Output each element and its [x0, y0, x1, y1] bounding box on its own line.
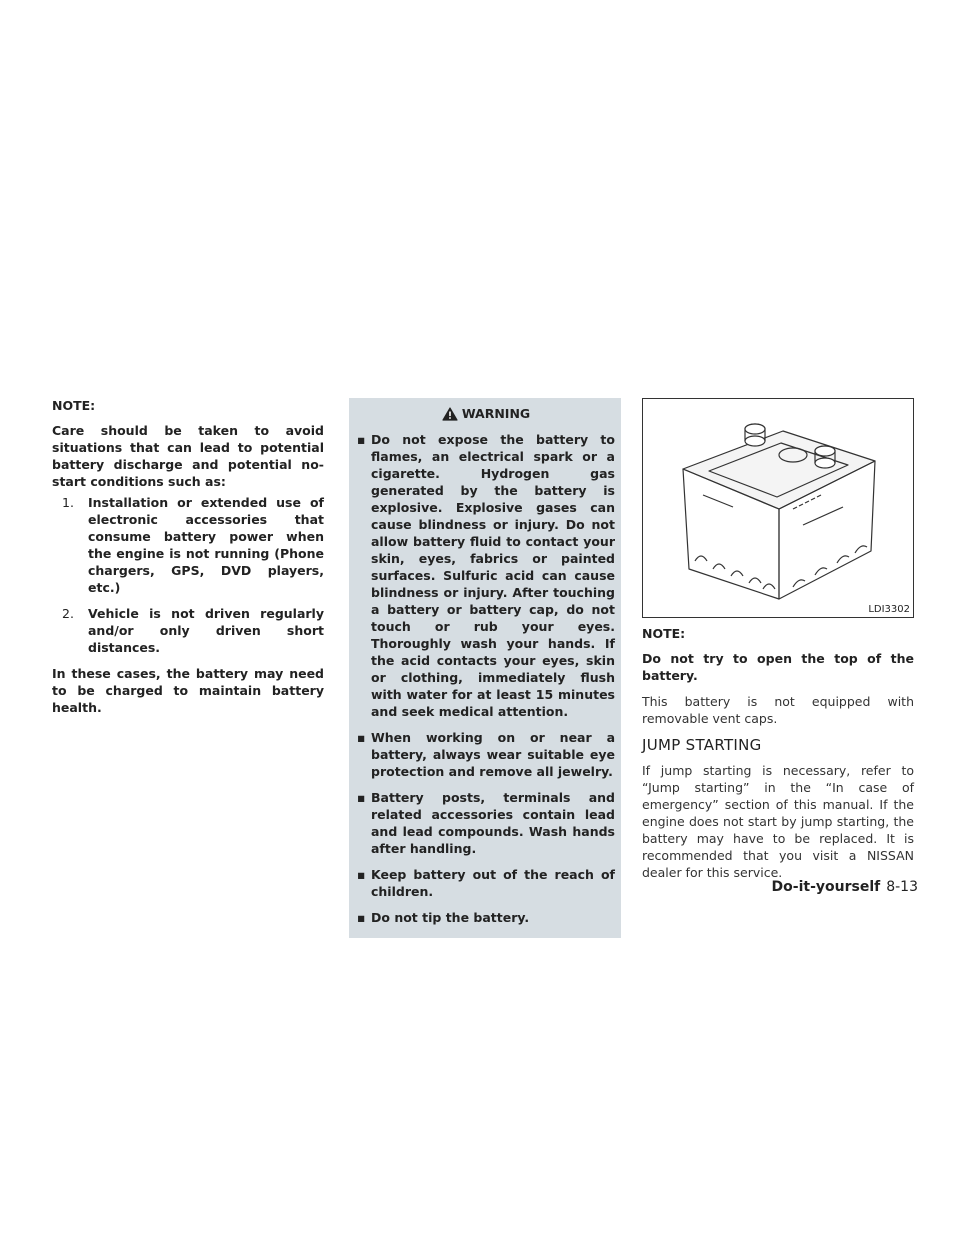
warning-list [357, 431, 615, 926]
section-heading: JUMP STARTING [642, 736, 762, 754]
warning-item-text: When working on or near a battery, always wear suitable eye protection and remove all jewelry. [371, 730, 615, 779]
note-conclusion: In these cases, the battery may need to be charged to maintain battery health. [52, 666, 324, 715]
figure-code: LDI3302 [868, 604, 910, 615]
warning-item-text: Do not tip the battery. [371, 910, 530, 925]
list-item-text: Vehicle is not driven regularly and/or only driven short distances. [88, 606, 324, 655]
warning-item-text: Battery posts, terminals and related accessories contain lead and lead compounds. Wash hands after handling. [371, 790, 615, 856]
warning-item-text: Keep battery out of the reach of children. [371, 867, 615, 899]
bullet-icon: ▪ [357, 867, 366, 882]
warning-item [357, 431, 615, 720]
list-item-number: 1. [62, 495, 74, 510]
note-bold-text: Do not try to open the top of the battery. [642, 651, 914, 683]
battery-illustration [642, 398, 914, 618]
section-body: If jump starting is necessary, refer to “Jump starting” in the “In case of emergency” section of this manual. If the engine does not start by jump starting, the battery may have to be replaced. It is recommended that you visit a NISSAN dealer for this service. [642, 763, 914, 880]
list-item [52, 494, 324, 596]
page-footer [772, 879, 918, 895]
note-text: This battery is not equipped with removable vent caps. [642, 694, 914, 726]
bullet-icon: ▪ [357, 432, 366, 447]
warning-item [357, 866, 615, 900]
page-number: 8-13 [886, 879, 918, 895]
right-column [642, 398, 914, 890]
warning-triangle-icon [442, 407, 458, 421]
note-intro: Care should be taken to avoid situations that can lead to potential battery discharge and potential no-start conditions such as: [52, 423, 324, 489]
warning-item [357, 789, 615, 857]
bullet-icon: ▪ [357, 790, 366, 805]
list-item-number: 2. [62, 606, 74, 621]
warning-title: WARNING [461, 406, 531, 421]
note-label: NOTE: [642, 626, 686, 641]
battery-drawing [643, 399, 913, 617]
warning-header [357, 406, 615, 421]
warning-box [349, 398, 621, 938]
list-item-text: Installation or extended use of electronic accessories that consume battery power when the engine is not running (Phone chargers, GPS, DVD players, etc.) [88, 495, 324, 595]
warning-item [357, 729, 615, 780]
condition-list [52, 494, 324, 656]
warning-item [357, 909, 615, 926]
bullet-icon: ▪ [357, 910, 366, 925]
left-column [52, 398, 324, 720]
note-label: NOTE: [52, 398, 96, 413]
warning-column [349, 398, 621, 938]
footer-section-title: Do-it-yourself [771, 879, 881, 895]
warning-item-text: Do not expose the battery to flames, an electrical spark or a cigarette. Hydrogen gas generated by the battery is explosive. Explosive gases can cause blindness or injury. Do not allow battery fluid to contact your skin, eyes, fabrics or painted surfaces. Sulfuric acid can cause blindness or injury. After touching a battery or battery cap, do not touch or rub your eyes. Thoroughly wash your hands. If the acid contacts your eyes, skin or clothing, immediately flush with water for at least 15 minutes and seek medical attention. [371, 432, 615, 719]
bullet-icon: ▪ [357, 730, 366, 745]
list-item [52, 605, 324, 656]
